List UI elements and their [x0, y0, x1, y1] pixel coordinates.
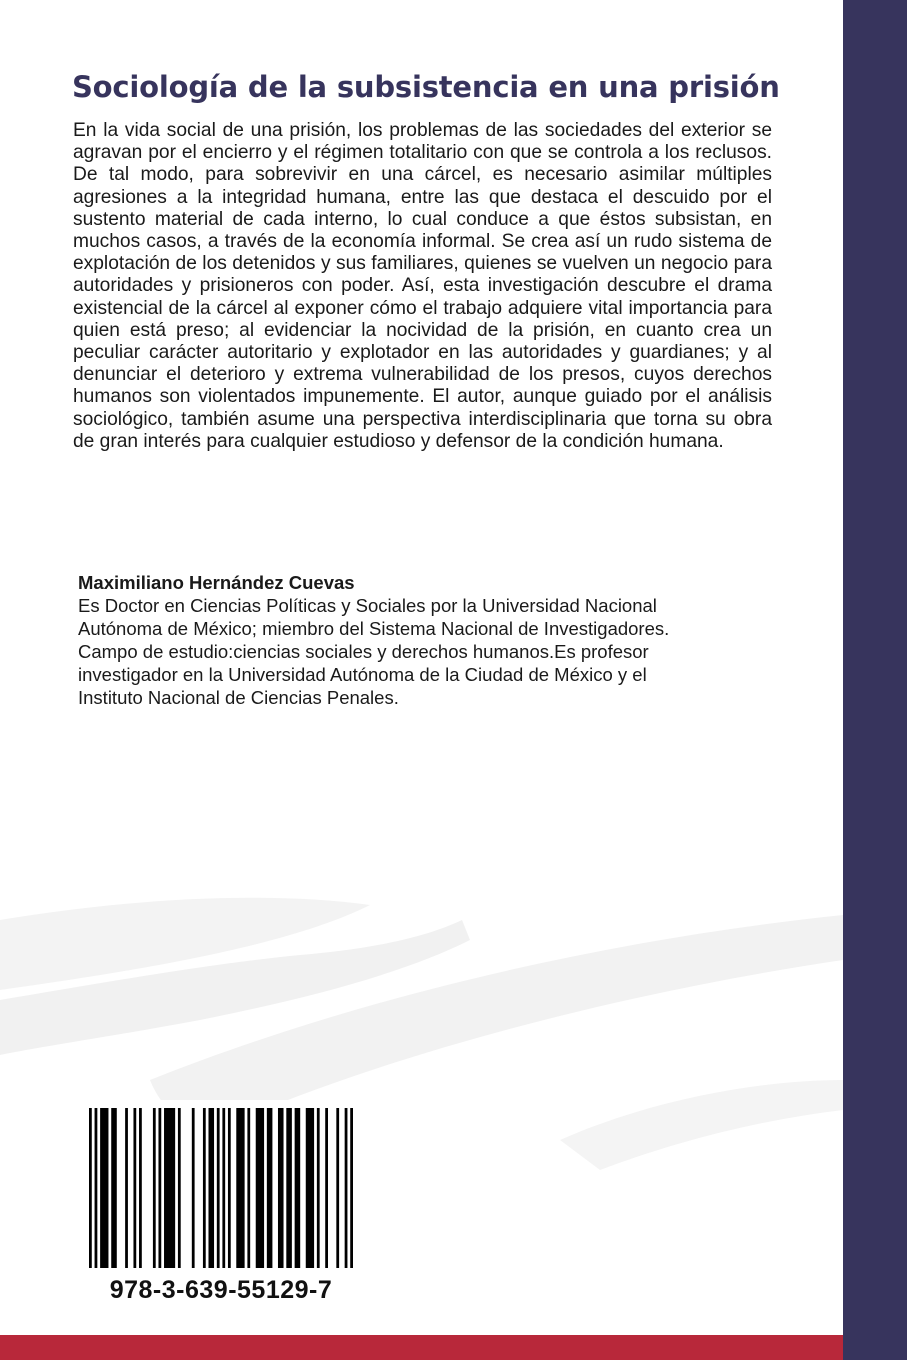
- barcode-bar: [222, 1108, 225, 1268]
- barcode-bar: [317, 1108, 320, 1268]
- barcode-bar: [325, 1108, 328, 1268]
- author-bio: [78, 594, 768, 709]
- barcode-bar: [256, 1108, 264, 1268]
- barcode-bar: [286, 1108, 292, 1268]
- author-bio-line: Es Doctor en Ciencias Políticas y Sociales por la Universidad Nacional: [78, 595, 657, 616]
- author-name: Maximiliano Hernández Cuevas: [78, 572, 355, 593]
- barcode-bar: [350, 1108, 353, 1268]
- bottom-color-bar: [0, 1335, 843, 1360]
- barcode-bar: [267, 1108, 273, 1268]
- barcode-bar: [306, 1108, 314, 1268]
- author-bio-line: Campo de estudio:ciencias sociales y derechos humanos.Es profesor: [78, 641, 649, 662]
- isbn-number: 978-3-639-55129-7: [109, 1276, 333, 1304]
- barcode-bar: [89, 1108, 92, 1268]
- barcode-bar: [125, 1108, 128, 1268]
- book-description: En la vida social de una prisión, los problemas de las sociedades del exterior se agravan por el encierro y el régimen totalitario con que se controla a los reclusos. De tal modo, para sobrevivir en una cárcel, es necesario asimilar múltiples agresiones a la integridad humana, entre las que destaca el descuido por el sustento material de cada interno, lo cual conduce a que éstos subsistan, en muchos casos, a través de la economía informal. Se crea así un rudo sistema de explotación de los detenidos y sus familiares, quienes se vuelven un negocio para autoridades y prisioneros con poder. Así, esta investigación descubre el drama existencial de la cárcel al exponer cómo el trabajo adquiere vital importancia para quien está preso; al evidenciar la nocividad de la prisión, en cuanto crea un peculiar carácter autoritario y explotador en las autoridades y guardianes; y al denunciar el deterioro y extrema vulnerabilidad de los presos, cuyos derechos humanos son violentados impunemente. El autor, aunque guiado por el análisis sociológico, también asume una perspectiva interdisciplinaria que torna su obra de gran interés para cualquier estudioso y defensor de la condición humana.: [73, 120, 772, 452]
- spine-color-bar: [843, 0, 907, 1360]
- barcode-bar: [158, 1108, 161, 1268]
- barcode-bar: [178, 1108, 181, 1268]
- barcode-bar: [228, 1108, 231, 1268]
- barcode-bar: [192, 1108, 195, 1268]
- author-bio-line: Autónoma de México; miembro del Sistema Nacional de Investigadores.: [78, 618, 670, 639]
- barcode-bar: [208, 1108, 214, 1268]
- barcode-bar: [133, 1108, 136, 1268]
- barcode-bar: [295, 1108, 301, 1268]
- barcode-bar: [164, 1108, 175, 1268]
- barcode-bar: [111, 1108, 117, 1268]
- author-section: [78, 571, 768, 709]
- barcode-bar: [203, 1108, 206, 1268]
- barcode-bars: [89, 1108, 353, 1268]
- barcode-bar: [247, 1108, 250, 1268]
- barcode-bar: [345, 1108, 348, 1268]
- barcode-bar: [217, 1108, 220, 1268]
- author-bio-line: investigador en la Universidad Autónoma de la Ciudad de México y el: [78, 664, 647, 685]
- barcode-bar: [236, 1108, 244, 1268]
- barcode-bar: [139, 1108, 142, 1268]
- barcode: [80, 1100, 362, 1320]
- barcode-bar: [153, 1108, 156, 1268]
- barcode-bar: [100, 1108, 108, 1268]
- barcode-bar: [336, 1108, 339, 1268]
- barcode-bar: [278, 1108, 284, 1268]
- book-title: Sociología de la subsistencia en una prisión: [72, 70, 780, 104]
- author-bio-line: Instituto Nacional de Ciencias Penales.: [78, 687, 399, 708]
- barcode-bar: [95, 1108, 98, 1268]
